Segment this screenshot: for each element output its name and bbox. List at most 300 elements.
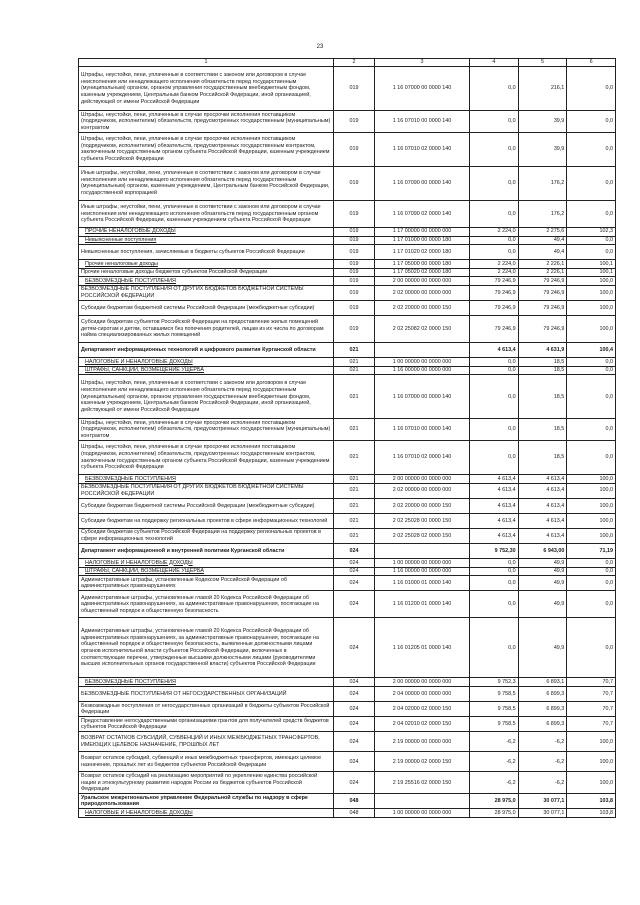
row-plan-cell: 2 224,0: [470, 260, 519, 269]
row-percent-cell: 0,0: [567, 132, 616, 166]
row-plan-cell: 0,0: [470, 166, 519, 200]
row-code-cell: 019: [334, 132, 375, 166]
row-fact-cell: 79 246,9: [518, 285, 567, 300]
row-plan-cell: 79 246,9: [470, 301, 519, 316]
row-code-cell: 024: [334, 544, 375, 559]
row-percent-cell: 100,4: [567, 343, 616, 358]
row-fact-cell: 6 943,00: [518, 544, 567, 559]
row-plan-cell: -6,2: [470, 732, 519, 752]
row-name-text: Штрафы, неустойки, пени, уплаченные в соответствии с законом или договором в случае неисполнения или ненадлежащего исполнения обязательств перед государственным (муниципальным) органом, органом управления государственным внебюджетным фондом, казенным учреждением, Центральным банком Российской Федерации, иной организацией, действующей от имени Российской Федерации: [81, 380, 311, 413]
row-code-cell: 021: [334, 528, 375, 543]
column-header: 3: [375, 59, 470, 67]
row-code-cell: 021: [334, 419, 375, 441]
row-kbk-cell: 2 04 00000 00 0000 000: [375, 687, 470, 702]
row-fact-cell: 176,2: [518, 166, 567, 200]
row-name-cell: [79, 343, 334, 358]
row-kbk-cell: [375, 794, 470, 809]
row-name-cell: [79, 498, 334, 513]
row-fact-cell: 4 631,9: [518, 343, 567, 358]
row-code-cell: 024: [334, 717, 375, 732]
row-name-cell: [79, 227, 334, 236]
row-name-text: Штрафы, неустойки, пени, уплаченные в случае просрочки исполнения поставщиком (подрядчиком, исполнителем) обязательств, предусмотренных государственным (муниципальным) контрактом: [81, 111, 331, 131]
row-fact-cell: -6,2: [518, 752, 567, 772]
row-kbk-cell: 1 16 07090 02 0000 140: [375, 200, 470, 227]
row-plan-cell: 79 246,9: [470, 316, 519, 343]
row-fact-cell: 216,1: [518, 67, 567, 111]
row-fact-cell: 6 899,3: [518, 702, 567, 717]
row-fact-cell: 4 613,4: [518, 528, 567, 543]
table-row: [79, 475, 616, 484]
row-code-cell: 024: [334, 732, 375, 752]
row-percent-cell: 102,3: [567, 227, 616, 236]
row-code-cell: 024: [334, 687, 375, 702]
row-name-text: НАЛОГОВЫЕ И НЕНАЛОГОВЫЕ ДОХОДЫ: [85, 559, 193, 566]
row-plan-cell: 4 613,4: [470, 513, 519, 528]
table-row: [79, 702, 616, 717]
table-row: [79, 111, 616, 133]
row-name-text: Штрафы, неустойки, пени, уплаченные в случае просрочки исполнения поставщиком (подрядчиком, исполнителем) обязательств, предусмотренных государственным контрактом, заключенным государственным органом субъекта Российской Федерации, казенным учреждением субъекта Российской Федерации: [81, 444, 330, 471]
row-kbk-cell: 1 16 01200 01 0000 140: [375, 591, 470, 618]
row-name-text: Субсидии бюджетам субъектов Российской Федерации на поддержку региональных проектов в сфере информационных технологий: [81, 529, 321, 542]
row-name-text: НАЛОГОВЫЕ И НЕНАЛОГОВЫЕ ДОХОДЫ: [85, 358, 193, 365]
row-name-text: Безвозмездные поступления от негосударственных организаций в бюджеты субъектов Российской Федерации: [81, 702, 330, 716]
row-fact-cell: 79 246,9: [518, 316, 567, 343]
row-kbk-cell: 2 04 02000 02 0000 150: [375, 702, 470, 717]
row-plan-cell: 28 975,0: [470, 809, 519, 818]
table-row: [79, 285, 616, 300]
row-name-cell: [79, 67, 334, 111]
row-name-cell: [79, 559, 334, 568]
row-fact-cell: 39,9: [518, 111, 567, 133]
row-percent-cell: 0,0: [567, 166, 616, 200]
row-percent-cell: 0,0: [567, 375, 616, 419]
row-code-cell: 024: [334, 567, 375, 576]
row-kbk-cell: 1 17 01020 02 0000 180: [375, 245, 470, 260]
table-row: [79, 260, 616, 269]
row-percent-cell: 103,8: [567, 794, 616, 809]
row-name-text: БЕЗВОЗМЕЗДНЫЕ ПОСТУПЛЕНИЯ: [85, 678, 176, 685]
row-kbk-cell: 1 16 07000 00 0000 140: [375, 375, 470, 419]
row-kbk-cell: 2 02 25028 02 0000 150: [375, 528, 470, 543]
revenue-table: [78, 58, 616, 818]
row-plan-cell: 4 613,4: [470, 343, 519, 358]
row-fact-cell: 4 613,4: [518, 483, 567, 498]
row-kbk-cell: 2 19 00000 00 0000 000: [375, 732, 470, 752]
row-code-cell: 021: [334, 366, 375, 375]
row-percent-cell: 0,0: [567, 441, 616, 475]
row-percent-cell: 71,19: [567, 544, 616, 559]
table-row: [79, 200, 616, 227]
row-name-text: БЕЗВОЗМЕЗДНЫЕ ПОСТУПЛЕНИЯ: [85, 475, 176, 482]
row-fact-cell: 2 226,1: [518, 268, 567, 277]
row-percent-cell: 100,0: [567, 277, 616, 286]
row-name-text: Штрафы, неустойки, пени, уплаченные в случае просрочки исполнения поставщиком (подрядчиком, исполнителем) обязательств, предусмотренных государственным контрактом, заключенным государственным органом субъекта Российской Федерации, казенным учреждением субъекта Российской Федерации: [81, 136, 330, 163]
row-code-cell: 024: [334, 702, 375, 717]
table-row: [79, 441, 616, 475]
row-fact-cell: 49,9: [518, 618, 567, 678]
row-fact-cell: 4 613,4: [518, 513, 567, 528]
row-name-cell: [79, 316, 334, 343]
row-percent-cell: 100,1: [567, 268, 616, 277]
row-code-cell: 019: [334, 166, 375, 200]
row-kbk-cell: [375, 343, 470, 358]
row-plan-cell: 9 752,30: [470, 544, 519, 559]
row-name-text: Субсидии бюджетам субъектов Российской Федерации на предоставление жилых помещений детям-сиротам и детям, оставшимся без попечения родителей, лицам из их числа по договорам найма специализированных жилых помещений: [81, 319, 324, 339]
row-name-cell: [79, 576, 334, 591]
row-percent-cell: 0,0: [567, 200, 616, 227]
table-row: [79, 809, 616, 818]
row-percent-cell: 0,0: [567, 419, 616, 441]
row-name-cell: [79, 687, 334, 702]
table-row: [79, 227, 616, 236]
row-kbk-cell: 1 00 00000 00 0000 000: [375, 358, 470, 367]
row-kbk-cell: 2 02 00000 00 0000 000: [375, 285, 470, 300]
row-kbk-cell: 1 16 07090 00 0000 140: [375, 166, 470, 200]
row-name-cell: [79, 277, 334, 286]
row-plan-cell: 4 613,4: [470, 498, 519, 513]
row-kbk-cell: 1 16 07000 00 0000 140: [375, 67, 470, 111]
row-plan-cell: 4 613,4: [470, 483, 519, 498]
row-code-cell: 019: [334, 227, 375, 236]
row-name-cell: [79, 301, 334, 316]
row-fact-cell: 6 899,3: [518, 687, 567, 702]
row-percent-cell: 0,0: [567, 559, 616, 568]
table-row: [79, 591, 616, 618]
row-name-text: ШТРАФЫ, САНКЦИИ, ВОЗМЕЩЕНИЕ УЩЕРБА: [85, 367, 205, 374]
table-row: [79, 678, 616, 687]
row-name-text: БЕЗВОЗМЕЗДНЫЕ ПОСТУПЛЕНИЯ ОТ НЕГОСУДАРСТВЕННЫХ ОРГАНИЗАЦИЙ: [81, 690, 287, 697]
row-percent-cell: 100,0: [567, 301, 616, 316]
row-code-cell: 021: [334, 483, 375, 498]
row-name-cell: [79, 678, 334, 687]
row-plan-cell: 0,0: [470, 67, 519, 111]
row-fact-cell: -6,2: [518, 732, 567, 752]
row-plan-cell: 0,0: [470, 375, 519, 419]
row-code-cell: 021: [334, 375, 375, 419]
row-plan-cell: 0,0: [470, 366, 519, 375]
row-fact-cell: 18,5: [518, 441, 567, 475]
row-kbk-cell: 1 17 05000 00 0000 180: [375, 260, 470, 269]
row-code-cell: 019: [334, 268, 375, 277]
row-fact-cell: 79 246,9: [518, 301, 567, 316]
row-code-cell: 024: [334, 618, 375, 678]
table-row: [79, 618, 616, 678]
row-name-cell: [79, 475, 334, 484]
row-percent-cell: 100,0: [567, 513, 616, 528]
row-fact-cell: 18,5: [518, 419, 567, 441]
table-row: [79, 483, 616, 498]
row-percent-cell: 0,0: [567, 567, 616, 576]
row-percent-cell: 70,7: [567, 687, 616, 702]
row-name-text: НАЛОГОВЫЕ И НЕНАЛОГОВЫЕ ДОХОДЫ: [85, 809, 193, 816]
row-name-cell: [79, 375, 334, 419]
row-fact-cell: 4 613,4: [518, 498, 567, 513]
row-kbk-cell: 2 02 00000 00 0000 000: [375, 483, 470, 498]
row-name-text: Уральское межрегиональное управление Федеральной службы по надзору в сфере природопользования: [81, 794, 308, 808]
row-plan-cell: 0,0: [470, 559, 519, 568]
row-name-cell: [79, 366, 334, 375]
row-name-cell: [79, 528, 334, 543]
row-fact-cell: 39,9: [518, 132, 567, 166]
column-header: 2: [334, 59, 375, 67]
row-plan-cell: 0,0: [470, 236, 519, 245]
row-code-cell: 019: [334, 67, 375, 111]
row-fact-cell: 2 226,1: [518, 260, 567, 269]
table-row: [79, 544, 616, 559]
row-kbk-cell: 1 16 07010 02 0000 140: [375, 132, 470, 166]
row-name-cell: [79, 772, 334, 794]
row-plan-cell: 4 613,4: [470, 528, 519, 543]
row-percent-cell: 100,0: [567, 772, 616, 794]
row-plan-cell: 0,0: [470, 200, 519, 227]
row-plan-cell: 2 224,0: [470, 268, 519, 277]
row-name-cell: [79, 166, 334, 200]
row-code-cell: 021: [334, 441, 375, 475]
row-name-text: Невыясненные поступления, зачисляемые в бюджеты субъектов Российской Федерации: [81, 248, 305, 255]
row-kbk-cell: 1 16 00000 00 0000 000: [375, 366, 470, 375]
row-name-text: БЕЗВОЗМЕЗДНЫЕ ПОСТУПЛЕНИЯ ОТ ДРУГИХ БЮДЖЕТОВ БЮДЖЕТНОЙ СИСТЕМЫ РОССИЙСКОЙ ФЕДЕРАЦИИ: [81, 286, 304, 300]
row-code-cell: 019: [334, 316, 375, 343]
table-header-row: [79, 59, 616, 67]
row-plan-cell: 0,0: [470, 111, 519, 133]
row-code-cell: 019: [334, 245, 375, 260]
row-kbk-cell: 1 17 05020 02 0000 180: [375, 268, 470, 277]
column-header: 1: [79, 59, 334, 67]
row-name-cell: [79, 702, 334, 717]
table-row: [79, 343, 616, 358]
row-plan-cell: 79 246,9: [470, 285, 519, 300]
row-fact-cell: 49,4: [518, 236, 567, 245]
row-name-text: Иные штрафы, неустойки, пени, уплаченные в соответствии с законом или договором в случае неисполнения или ненадлежащего исполнения обязательств перед государственным (муниципальным) органом, казенным учреждением, Центральным банком Российской Федерации, государственной корпорацией: [81, 170, 330, 197]
row-kbk-cell: 2 02 25082 02 0000 150: [375, 316, 470, 343]
row-code-cell: 021: [334, 343, 375, 358]
row-percent-cell: 0,0: [567, 67, 616, 111]
row-percent-cell: 100,0: [567, 316, 616, 343]
table-row: [79, 717, 616, 732]
table-row: [79, 419, 616, 441]
row-plan-cell: 0,0: [470, 567, 519, 576]
row-fact-cell: 18,5: [518, 366, 567, 375]
row-code-cell: 021: [334, 513, 375, 528]
row-percent-cell: 100,0: [567, 498, 616, 513]
column-header: 6: [567, 59, 616, 67]
row-percent-cell: 100,0: [567, 475, 616, 484]
row-fact-cell: 49,9: [518, 591, 567, 618]
row-percent-cell: 0,0: [567, 591, 616, 618]
row-plan-cell: 0,0: [470, 358, 519, 367]
row-plan-cell: 9 758,5: [470, 717, 519, 732]
row-name-cell: [79, 236, 334, 245]
table-row: [79, 245, 616, 260]
row-code-cell: 019: [334, 260, 375, 269]
row-name-cell: [79, 618, 334, 678]
row-percent-cell: 100,0: [567, 483, 616, 498]
row-kbk-cell: 1 16 01205 01 0000 140: [375, 618, 470, 678]
row-fact-cell: 79 246,9: [518, 277, 567, 286]
row-fact-cell: 6 893,1: [518, 678, 567, 687]
row-percent-cell: 70,7: [567, 702, 616, 717]
row-fact-cell: 176,2: [518, 200, 567, 227]
row-code-cell: 024: [334, 772, 375, 794]
table-row: [79, 567, 616, 576]
row-name-text: Возврат остатков субсидий на реализацию мероприятий по укреплению единства российской нации и этнокультурному развитию народов России из бюджетов субъектов Российской Федерации: [81, 772, 318, 793]
row-name-text: ВОЗВРАТ ОСТАТКОВ СУБСИДИЙ, СУБВЕНЦИЙ И ИНЫХ МЕЖБЮДЖЕТНЫХ ТРАНСФЕРТОВ, ИМЕЮЩИХ ЦЕЛЕВОЕ НАЗНАЧЕНИЕ, ПРОШЛЫХ ЛЕТ: [81, 735, 320, 748]
row-code-cell: 048: [334, 809, 375, 818]
table-row: [79, 375, 616, 419]
row-name-text: ПРОЧИЕ НЕНАЛОГОВЫЕ ДОХОДЫ: [85, 228, 176, 235]
row-fact-cell: 49,9: [518, 567, 567, 576]
column-header: 4: [470, 59, 519, 67]
row-percent-cell: 0,0: [567, 245, 616, 260]
row-kbk-cell: 1 16 00000 00 0000 000: [375, 567, 470, 576]
row-kbk-cell: 1 16 07010 00 0000 140: [375, 419, 470, 441]
row-code-cell: 021: [334, 358, 375, 367]
row-kbk-cell: 1 00 00000 00 0000 000: [375, 809, 470, 818]
row-code-cell: 024: [334, 752, 375, 772]
row-name-text: Субсидии бюджетам на поддержку региональных проектов в сфере информационных технологий: [81, 517, 328, 524]
row-code-cell: 019: [334, 285, 375, 300]
row-name-cell: [79, 567, 334, 576]
table-row: [79, 268, 616, 277]
row-name-text: Штрафы, неустойки, пени, уплаченные в случае просрочки исполнения поставщиком (подрядчиком, исполнителем) обязательств, предусмотренных государственным (муниципальным) контрактом: [81, 419, 331, 439]
table-row: [79, 732, 616, 752]
row-name-text: Административные штрафы, установленные Кодексом Российской Федерации об административных правонарушениях: [81, 576, 287, 590]
table-row: [79, 132, 616, 166]
row-kbk-cell: 1 00 00000 00 0000 000: [375, 559, 470, 568]
row-kbk-cell: 1 16 01000 01 0000 140: [375, 576, 470, 591]
row-name-text: Административные штрафы, установленные главой 20 Кодекса Российской Федерации об административных правонарушениях, за административные правонарушения, посягающие на общественный порядок и общественную безопасность, выявленные должностными лицами органов исполнительной власти субъектов Российской Федерации, включенных в соответствующие перечни, утвержденные высшими должностными лицами (руководителями высших исполнительных органов государственной власти) субъектов Российской Федерации: [81, 628, 319, 668]
page-number: 23: [316, 44, 324, 50]
table-row: [79, 301, 616, 316]
row-name-cell: [79, 111, 334, 133]
row-name-cell: [79, 268, 334, 277]
row-code-cell: 024: [334, 559, 375, 568]
row-code-cell: 021: [334, 498, 375, 513]
row-fact-cell: 4 613,4: [518, 475, 567, 484]
table-row: [79, 528, 616, 543]
row-name-cell: [79, 732, 334, 752]
table-row: [79, 236, 616, 245]
row-plan-cell: 28 975,0: [470, 794, 519, 809]
row-fact-cell: 18,5: [518, 358, 567, 367]
row-name-cell: [79, 285, 334, 300]
row-name-cell: [79, 752, 334, 772]
row-kbk-cell: 2 02 20000 00 0000 150: [375, 498, 470, 513]
row-name-cell: [79, 245, 334, 260]
row-plan-cell: 79 246,9: [470, 277, 519, 286]
row-code-cell: 019: [334, 200, 375, 227]
row-name-text: Иные штрафы, неустойки, пени, уплаченные в соответствии с законом или договором в случае неисполнения или ненадлежащего исполнения обязательств перед государственным органом субъекта Российской Федерации, казенным учреждением субъекта Российской Федерации: [81, 204, 321, 224]
table-row: [79, 794, 616, 809]
row-kbk-cell: 2 19 00000 02 0000 150: [375, 752, 470, 772]
row-plan-cell: 0,0: [470, 576, 519, 591]
row-name-text: БЕЗВОЗМЕЗДНЫЕ ПОСТУПЛЕНИЯ ОТ ДРУГИХ БЮДЖЕТОВ БЮДЖЕТНОЙ СИСТЕМЫ РОССИЙСКОЙ ФЕДЕРАЦИИ: [81, 484, 304, 497]
row-name-cell: [79, 132, 334, 166]
row-kbk-cell: 2 00 00000 00 0000 000: [375, 475, 470, 484]
row-name-cell: [79, 544, 334, 559]
row-name-cell: [79, 483, 334, 498]
row-plan-cell: 2 224,0: [470, 227, 519, 236]
row-name-text: Возврат остатков субсидий, субвенций и иных межбюджетных трансфертов, имеющих целевое назначение, прошлых лет из бюджетов субъектов Российской Федерации: [81, 755, 322, 768]
row-percent-cell: 0,0: [567, 111, 616, 133]
row-kbk-cell: 2 00 00000 00 0000 000: [375, 277, 470, 286]
row-plan-cell: -6,2: [470, 772, 519, 794]
row-name-cell: [79, 358, 334, 367]
row-name-cell: [79, 717, 334, 732]
row-code-cell: 024: [334, 576, 375, 591]
row-name-cell: [79, 591, 334, 618]
row-kbk-cell: 2 04 02010 02 0000 150: [375, 717, 470, 732]
row-kbk-cell: 2 02 25028 00 0000 150: [375, 513, 470, 528]
table-row: [79, 316, 616, 343]
row-name-cell: [79, 794, 334, 809]
row-name-text: БЕЗВОЗМЕЗДНЫЕ ПОСТУПЛЕНИЯ: [85, 277, 176, 284]
row-name-cell: [79, 441, 334, 475]
row-name-text: Прочие неналоговые доходы бюджетов субъектов Российской Федерации: [81, 269, 268, 276]
row-code-cell: 021: [334, 475, 375, 484]
row-percent-cell: 0,0: [567, 366, 616, 375]
row-code-cell: 019: [334, 301, 375, 316]
row-percent-cell: 0,0: [567, 358, 616, 367]
row-fact-cell: 30 077,1: [518, 794, 567, 809]
row-name-cell: [79, 260, 334, 269]
table-row: [79, 576, 616, 591]
row-plan-cell: 9 752,3: [470, 678, 519, 687]
row-code-cell: 024: [334, 678, 375, 687]
row-fact-cell: -6,2: [518, 772, 567, 794]
row-kbk-cell: 2 02 20000 00 0000 150: [375, 301, 470, 316]
row-kbk-cell: [375, 544, 470, 559]
row-name-text: Субсидии бюджетам бюджетной системы Российской Федерации (межбюджетные субсидии): [81, 502, 315, 509]
table-row: [79, 358, 616, 367]
row-fact-cell: 18,5: [518, 375, 567, 419]
row-code-cell: 019: [334, 236, 375, 245]
row-fact-cell: 49,4: [518, 245, 567, 260]
row-plan-cell: 0,0: [470, 441, 519, 475]
row-name-text: Департамент информационных технологий и цифрового развития Курганской области: [81, 346, 316, 353]
row-percent-cell: 100,0: [567, 285, 616, 300]
row-name-text: Департамент информационной и внутренней политики Курганской области: [81, 547, 285, 554]
row-percent-cell: 0,0: [567, 236, 616, 245]
row-fact-cell: 2 275,6: [518, 227, 567, 236]
row-percent-cell: 70,7: [567, 717, 616, 732]
row-percent-cell: 0,0: [567, 618, 616, 678]
table-row: [79, 559, 616, 568]
row-percent-cell: 0,0: [567, 576, 616, 591]
row-plan-cell: 4 613,4: [470, 475, 519, 484]
row-fact-cell: 49,9: [518, 559, 567, 568]
row-name-text: Штрафы, неустойки, пени, уплаченные в соответствии с законом или договором в случае неисполнения или ненадлежащего исполнения обязательств перед государственным (муниципальным) органом, органом управления государственным внебюджетным фондом, казенным учреждением, Центральным банком Российской Федерации, иной организацией, действующей от имени Российской Федерации: [81, 72, 311, 105]
column-header: 5: [518, 59, 567, 67]
row-plan-cell: 9 758,5: [470, 702, 519, 717]
row-name-cell: [79, 419, 334, 441]
row-kbk-cell: 2 00 00000 00 0000 000: [375, 678, 470, 687]
row-name-text: Административные штрафы, установленные главой 20 Кодекса Российской Федерации об административных правонарушениях, за административные правонарушения, посягающие на общественный порядок и общественную безопасность: [81, 594, 319, 614]
row-name-text: Прочие неналоговые доходы: [85, 260, 158, 267]
row-code-cell: 024: [334, 591, 375, 618]
row-plan-cell: 0,0: [470, 132, 519, 166]
row-name-text: Предоставление негосударственными организациями грантов для получателей средств бюджетов субъектов Российской Федерации: [81, 717, 329, 731]
row-percent-cell: 70,7: [567, 678, 616, 687]
row-kbk-cell: 1 16 07010 02 0000 140: [375, 441, 470, 475]
table-row: [79, 772, 616, 794]
row-code-cell: 019: [334, 111, 375, 133]
row-percent-cell: 100,0: [567, 752, 616, 772]
row-name-cell: [79, 200, 334, 227]
table-row: [79, 166, 616, 200]
row-kbk-cell: 1 16 07010 00 0000 140: [375, 111, 470, 133]
row-code-cell: 048: [334, 794, 375, 809]
